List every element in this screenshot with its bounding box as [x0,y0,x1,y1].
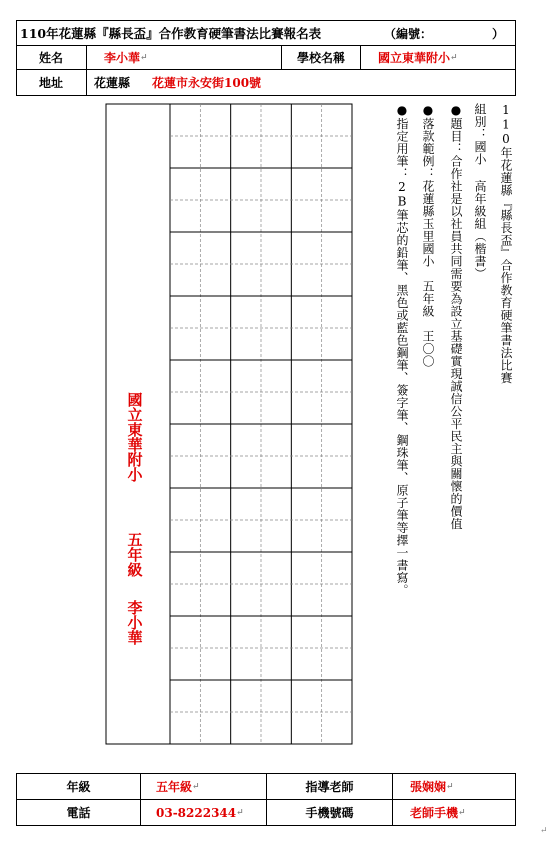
instruction-topic: ●題目：合作社是以社員共同需要為設立基礎實現誠信公平民主與關懷的價值 [449,103,463,530]
teacher-label: 指導老師 [305,780,354,794]
grade-label: 年級 [66,780,91,794]
phone-label: 電話 [66,806,91,820]
phone-value: 03-8222344 ↵ [156,805,244,820]
mobile-label: 手機號碼 [305,806,354,820]
code-label: （編號： [384,26,433,41]
name-label: 姓名 [38,51,63,65]
teacher-value: 張娴娴 ↵ [410,780,454,794]
signature-grade: 五年級 [125,532,144,577]
signature-school: 國立東華附小 [125,392,144,482]
instruction-title: 110年花蓮縣『縣長盃』合作教育硬筆書法比賽 [499,103,513,384]
instruction-example: ●落款範例：花蓮縣玉里國小 五年級 王〇〇 [421,103,435,368]
instruction-pens: ●指定用筆：2B筆芯的鉛筆、黑色或藍色鋼筆、簽字筆、鋼珠筆、原子筆等擇一書寫。 [395,103,409,597]
address-label: 地址 [38,76,63,90]
form-title: 110年花蓮縣『縣長盃』合作教育硬筆書法比賽報名表 [20,26,322,41]
school-value: 國立東華附小 ↵ [378,51,458,65]
grade-value: 五年級 ↵ [156,780,200,794]
address-county: 花蓮縣 [94,76,131,90]
address-value: 花蓮市永安街100號 [152,76,262,90]
signature-name: 李小華 [125,600,144,645]
paragraph-mark: ↵ [540,826,548,836]
mobile-value: 老師手機 ↵ [410,806,466,820]
school-label: 學校名稱 [296,51,345,65]
name-value: 李小華 ↵ [104,51,148,65]
code-close: ） [492,26,505,41]
instruction-group: 組別：國小 高年級組（楷書） [473,103,487,280]
